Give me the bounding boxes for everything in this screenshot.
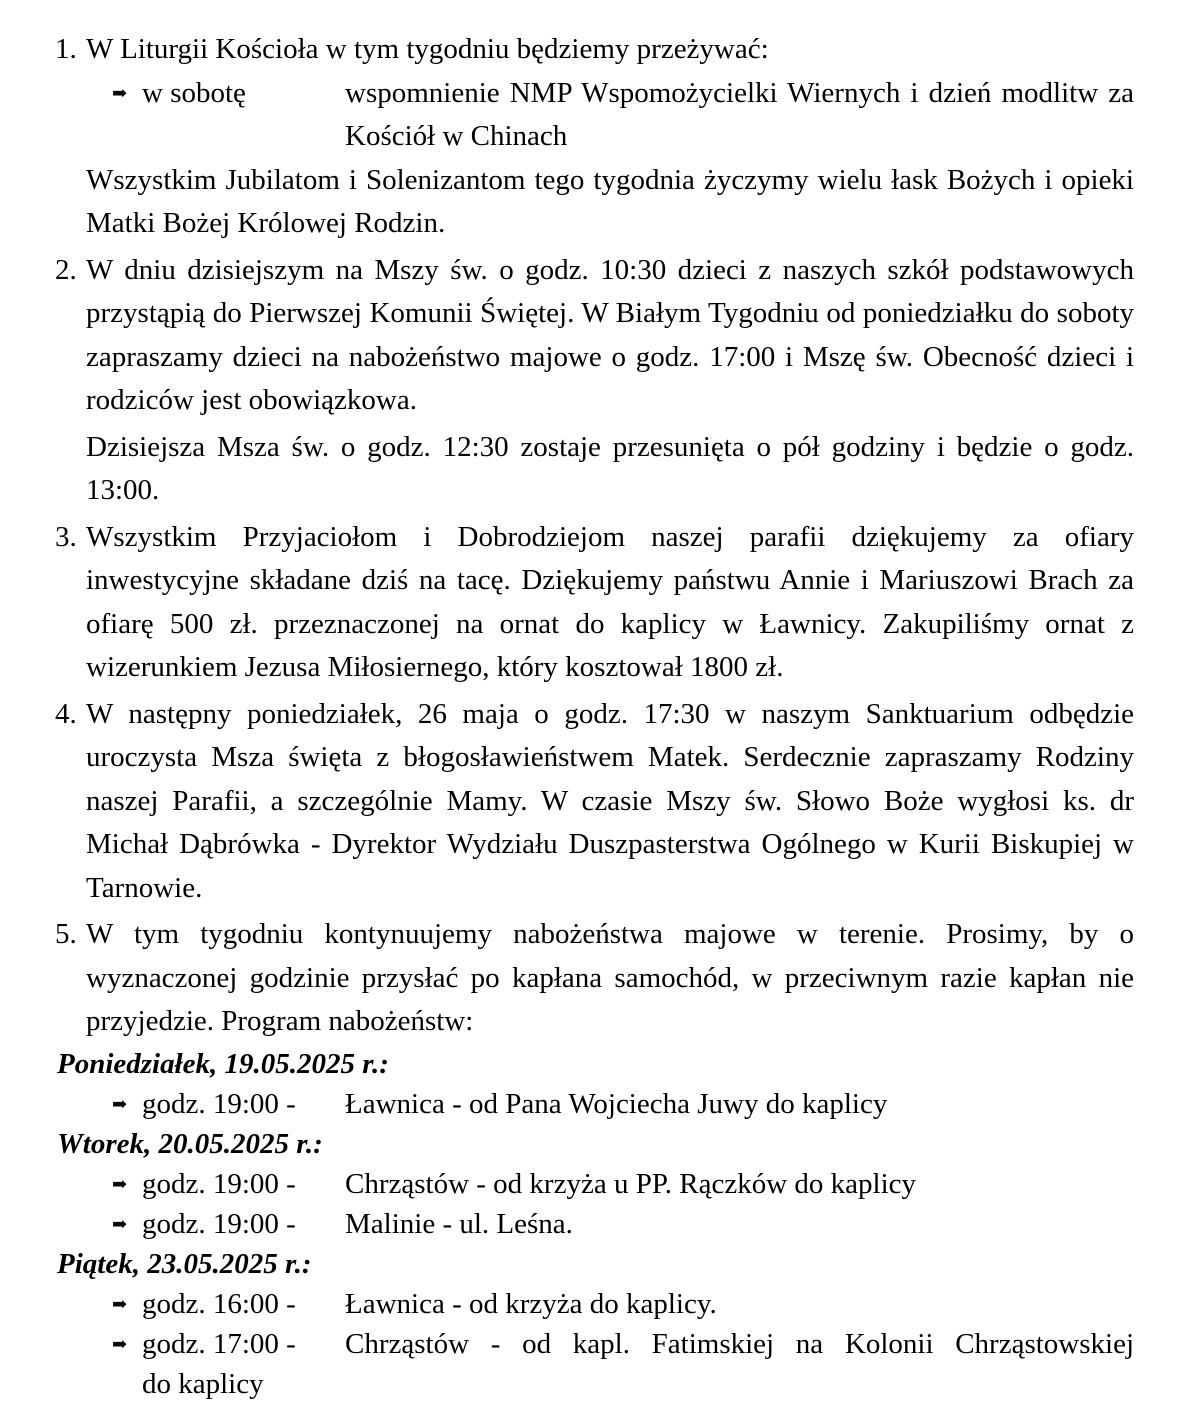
schedule-entry (0, 1204, 1190, 1244)
schedule-day-heading: Poniedziałek, 19.05.2025 r.: (57, 1047, 389, 1080)
item-text: W tym tygodniu kontynuujemy nabożeństwa majowe w terenie. Prosimy, by o wyznaczonej godzinie przysłać po kapłana samochód, w przeciwnym razie kapłan nie przyjedzie. Program nabożeństw: (86, 918, 1134, 1037)
announcement-item-3 (0, 516, 1190, 690)
schedule-time: godz. 16:00 - (142, 1287, 296, 1320)
schedule-time: godz. 19:00 - (142, 1167, 296, 1200)
schedule-place: Ławnica - od krzyża do kaplicy. (345, 1287, 717, 1320)
announcement-item-4 (0, 693, 1190, 911)
sub-entry-label: w sobotę (142, 76, 246, 109)
schedule-entry (0, 1324, 1190, 1404)
arrow-bullet-icon: ➡ (112, 1333, 128, 1354)
item-number: 5. (55, 918, 77, 950)
schedule-place-continuation: do kaplicy (142, 1367, 264, 1400)
schedule-time: godz. 17:00 - (142, 1327, 296, 1360)
announcement-item-1 (0, 28, 1190, 246)
arrow-bullet-icon: ➡ (112, 82, 128, 103)
item-intro: W Liturgii Kościoła w tym tygodniu będziemy przeżywać: (86, 33, 769, 65)
arrow-bullet-icon: ➡ (112, 1213, 128, 1234)
item-number: 4. (55, 697, 77, 730)
arrow-bullet-icon: ➡ (112, 1093, 128, 1114)
schedule-day-heading: Wtorek, 20.05.2025 r.: (57, 1127, 323, 1160)
schedule-entry (0, 1164, 1190, 1204)
schedule-place: Malinie - ul. Leśna. (345, 1207, 573, 1240)
schedule-place: Ławnica - od Pana Wojciecha Juwy do kaplicy (345, 1087, 888, 1120)
service-schedule (0, 1044, 1190, 1404)
announcement-item-2 (0, 249, 1190, 513)
item-extra-text: Dzisiejsza Msza św. o godz. 12:30 zostaje przesunięta o pół godziny i będzie o godz. 13:00. (86, 430, 1134, 506)
schedule-day-heading: Piątek, 23.05.2025 r.: (57, 1247, 312, 1280)
item-extra-text: Wszystkim Jubilatom i Solenizantom tego tygodnia życzymy wielu łask Bożych i opieki Matki Bożej Królowej Rodzin. (86, 163, 1134, 239)
item-number: 1. (55, 33, 77, 65)
item-text: W dniu dzisiejszym na Mszy św. o godz. 10:30 dzieci z naszych szkół podstawowych przystąpią do Pierwszej Komunii Świętej. W Białym Tygodniu od poniedziałku do soboty zapraszamy dzieci na nabożeństwo majowe o godz. 17:00 i Mszę św. Obecność dzieci i rodziców jest obowiązkowa. (86, 253, 1134, 416)
schedule-time: godz. 19:00 - (142, 1087, 296, 1120)
schedule-place: Chrząstów - od krzyża u PP. Rączków do kaplicy (345, 1167, 917, 1200)
schedule-entry (0, 1084, 1190, 1124)
item-text: Wszystkim Przyjaciołom i Dobrodziejom naszej parafii dziękujemy za ofiary inwestycyjne składane dziś na tacę. Dziękujemy państwu Annie i Mariuszowi Brach za ofiarę 500 zł. przeznaczonej na ornat do kaplicy w Ławnicy. Zakupiliśmy ornat z wizerunkiem Jezusa Miłosiernego, który kosztował 1800 zł. (86, 520, 1134, 683)
schedule-place: Chrząstów - od kapl. Fatimskiej na Kolonii Chrząstowskiej (345, 1327, 1134, 1360)
sub-entry (86, 72, 1134, 159)
item-number: 2. (55, 253, 77, 286)
item-text: W następny poniedziałek, 26 maja o godz. 17:30 w naszym Sanktuarium odbędzie uroczysta Msza święta z błogosławieństwem Matek. Serdecznie zapraszamy Rodziny naszej Parafii, a szczególnie Mamy. W czasie Mszy św. Słowo Boże wygłosi ks. dr Michał Dąbrówka - Dyrektor Wydziału Duszpasterstwa Ogólnego w Kurii Biskupiej w Tarnowie. (86, 697, 1134, 904)
announcement-item-5 (0, 913, 1190, 1044)
schedule-time: godz. 19:00 - (142, 1207, 296, 1240)
item-number: 3. (55, 520, 77, 553)
arrow-bullet-icon: ➡ (112, 1293, 128, 1314)
schedule-entry (0, 1284, 1190, 1324)
sub-entry-text: wspomnienie NMP Wspomożycielki Wiernych i dzień modlitw za Kościół w Chinach (345, 76, 1134, 152)
arrow-bullet-icon: ➡ (112, 1173, 128, 1194)
